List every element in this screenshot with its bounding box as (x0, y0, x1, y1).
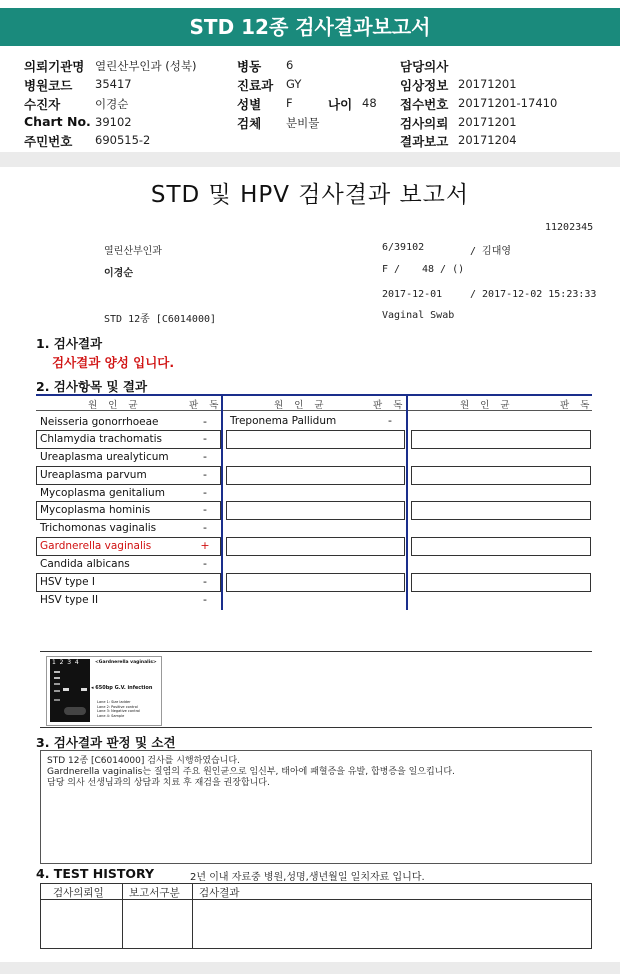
gel-ladder-band (54, 699, 60, 701)
gel-legend (97, 700, 140, 718)
dept-value: GY (286, 77, 302, 91)
pathogen-name-positive: Gardnerella vaginalis (40, 540, 152, 552)
empty-result-box (411, 537, 591, 556)
pathogen-result-positive: + (200, 539, 210, 552)
pathogen-name: Neisseria gonorrhoeae (40, 416, 159, 428)
pathogen-name: Mycoplasma hominis (40, 504, 151, 516)
chart-label: Chart No. (24, 114, 91, 129)
gel-lane-numbers: 1 2 3 4 (52, 659, 79, 666)
empty-result-box (226, 537, 405, 556)
doc-age: 48 / () (422, 264, 465, 275)
pathogen-name: Ureaplasma urealyticum (40, 451, 169, 463)
history-col-result: 검사결과 (199, 887, 240, 899)
pathogen-name: Mycoplasma genitalium (40, 487, 165, 499)
institution-label: 의뢰기관명 (24, 59, 85, 74)
doc-patient: 이경순 (104, 268, 133, 279)
report-title: STD 12종 검사결과보고서 (189, 15, 431, 39)
history-col-divider (192, 884, 193, 948)
gel-ladder-band (54, 671, 60, 673)
result-report-label: 결과보고 (400, 134, 449, 149)
pathogen-name: Candida albicans (40, 558, 130, 570)
ward-value: 6 (286, 58, 294, 72)
pathogen-name: Ureaplasma parvum (40, 469, 147, 481)
separator-band (0, 152, 620, 167)
doc-sex: F / (382, 264, 401, 275)
request-value: 20171201 (458, 115, 517, 129)
patient-label: 수진자 (24, 97, 61, 112)
pathogen-result: - (203, 521, 207, 534)
history-col-request-date: 검사의뢰일 (53, 887, 104, 899)
patient-value: 이경순 (95, 97, 129, 111)
pathogen-result: - (203, 575, 207, 588)
history-table (40, 883, 592, 949)
hospital-code-label: 병원코드 (24, 78, 73, 93)
empty-result-box (411, 430, 591, 449)
results-header-top-rule (36, 394, 592, 396)
gel-sample-band (81, 688, 87, 691)
gel-image (50, 659, 90, 722)
history-col-report-type: 보고서구분 (129, 887, 180, 899)
empty-result-box (411, 466, 591, 485)
doctor-label: 담당의사 (400, 59, 449, 74)
empty-result-box (226, 573, 405, 592)
empty-result-box (411, 573, 591, 592)
pathogen-result: - (203, 432, 207, 445)
pathogen-name: Treponema Pallidum (230, 415, 337, 427)
document-number: 11202345 (545, 222, 594, 233)
gel-legend-line: Lane 4: Sample (97, 713, 125, 718)
rrn-label: 주민번호 (24, 134, 73, 149)
section4-heading: 4. TEST HISTORY (36, 866, 155, 881)
specimen-value: 분비물 (286, 116, 320, 130)
results-column-divider-2 (406, 394, 408, 610)
gel-band-label-text: 650bp G.V. infection (95, 685, 153, 691)
ward-label: 병동 (237, 59, 262, 74)
sex-label: 성별 (237, 97, 262, 112)
doc-ward: 6/39102 (382, 242, 425, 253)
doc-date-request: 2017-12-01 (382, 289, 443, 300)
history-table-header (41, 884, 591, 900)
pathogen-result: - (203, 486, 207, 499)
results-column-divider-1 (221, 394, 223, 610)
col3-result-header: 판 독 (560, 400, 594, 411)
rrn-value: 690515-2 (95, 133, 151, 147)
document-title: STD 및 HPV 검사결과 보고서 (150, 182, 470, 208)
doc-test-code: STD 12종 [C6014000] (104, 314, 217, 325)
pathogen-result: - (203, 468, 207, 481)
sex-value: F (286, 96, 293, 110)
history-note: 2년 이내 자료중 병원,성명,생년월일 일치자료 입니다. (190, 872, 425, 883)
opinion-box (40, 750, 592, 864)
report-title-bar (0, 8, 620, 46)
col2-result-header: 판 독 (373, 400, 407, 411)
institution-value: 열린산부인과 (성북) (95, 59, 197, 73)
clinical-label: 임상정보 (400, 78, 449, 93)
gel-band-label: ◂ 650bp G.V. infection (91, 685, 153, 691)
opinion-text (47, 756, 455, 789)
chart-value: 39102 (95, 115, 132, 129)
bottom-band (0, 962, 620, 974)
doc-clinic: 열린산부인과 (104, 246, 162, 257)
gel-primer-smear (64, 707, 86, 715)
gel-image-frame (46, 656, 162, 726)
pathogen-name: HSV type II (40, 594, 99, 606)
gel-ladder-band (54, 690, 60, 692)
empty-result-box (226, 430, 405, 449)
gel-legend-line: Lane 3: Negative control (97, 709, 141, 713)
result-report-value: 20171204 (458, 133, 517, 147)
col1-result-header: 판 독 (189, 400, 223, 411)
pathogen-result: - (203, 450, 207, 463)
receipt-label: 접수번호 (400, 97, 449, 112)
age-value: 48 (362, 96, 377, 110)
empty-result-box (411, 501, 591, 520)
dept-label: 진료과 (237, 78, 274, 93)
opinion-line: Gardnerella vaginalis는 질염의 주요 원인균으로 임신부, 태아에 패혈증을 유발, 합병증을 일으킵니다. (47, 767, 455, 777)
history-col-divider (122, 884, 123, 948)
pathogen-result: - (203, 593, 207, 606)
empty-result-box (226, 501, 405, 520)
col1-pathogen-header: 원 인 균 (88, 400, 142, 411)
age-label: 나이 (328, 97, 353, 112)
gel-legend-line: Lane 1: Size ladder (97, 700, 131, 704)
gel-panel-top-rule (40, 651, 592, 652)
clinical-value: 20171201 (458, 77, 517, 91)
hospital-code-value: 35417 (95, 77, 132, 91)
specimen-label: 검체 (237, 116, 262, 131)
empty-result-box (226, 466, 405, 485)
pathogen-name: Trichomonas vaginalis (40, 522, 157, 534)
doc-doctor: / 김대영 (470, 246, 512, 257)
pathogen-name: HSV type I (40, 576, 95, 588)
pathogen-result: - (203, 503, 207, 516)
section2-heading: 2. 검사항목 및 결과 (36, 379, 148, 394)
section1-heading: 1. 검사결과 (36, 336, 103, 351)
opinion-line: STD 12종 [C6014000] 검사를 시행하였습니다. (47, 756, 240, 766)
gel-title: <Gardnerella vaginalis> (95, 660, 157, 665)
doc-specimen: Vaginal Swab (382, 310, 455, 321)
pathogen-name: Chlamydia trachomatis (40, 433, 163, 445)
pathogen-result: - (203, 557, 207, 570)
gel-legend-line: Lane 2: Positive control (97, 704, 138, 709)
section3-heading: 3. 검사결과 판정 및 소견 (36, 735, 176, 750)
pathogen-result: - (388, 414, 392, 427)
pathogen-result: - (203, 415, 207, 428)
col3-pathogen-header: 원 인 균 (460, 400, 514, 411)
receipt-value: 20171201-17410 (458, 96, 558, 110)
col2-pathogen-header: 원 인 균 (274, 400, 328, 411)
gel-ladder-band (54, 677, 60, 679)
gel-ladder-band (54, 683, 60, 685)
positive-result-text: 검사결과 양성 입니다. (52, 355, 175, 370)
gel-panel-bottom-rule (40, 727, 592, 728)
opinion-line: 담당 의사 선생님과의 상담과 치료 후 재검을 권장합니다. (47, 778, 270, 788)
gel-positive-band (63, 688, 69, 691)
request-label: 검사의뢰 (400, 116, 449, 131)
doc-date-report: / 2017-12-02 15:23:33 (470, 289, 597, 300)
